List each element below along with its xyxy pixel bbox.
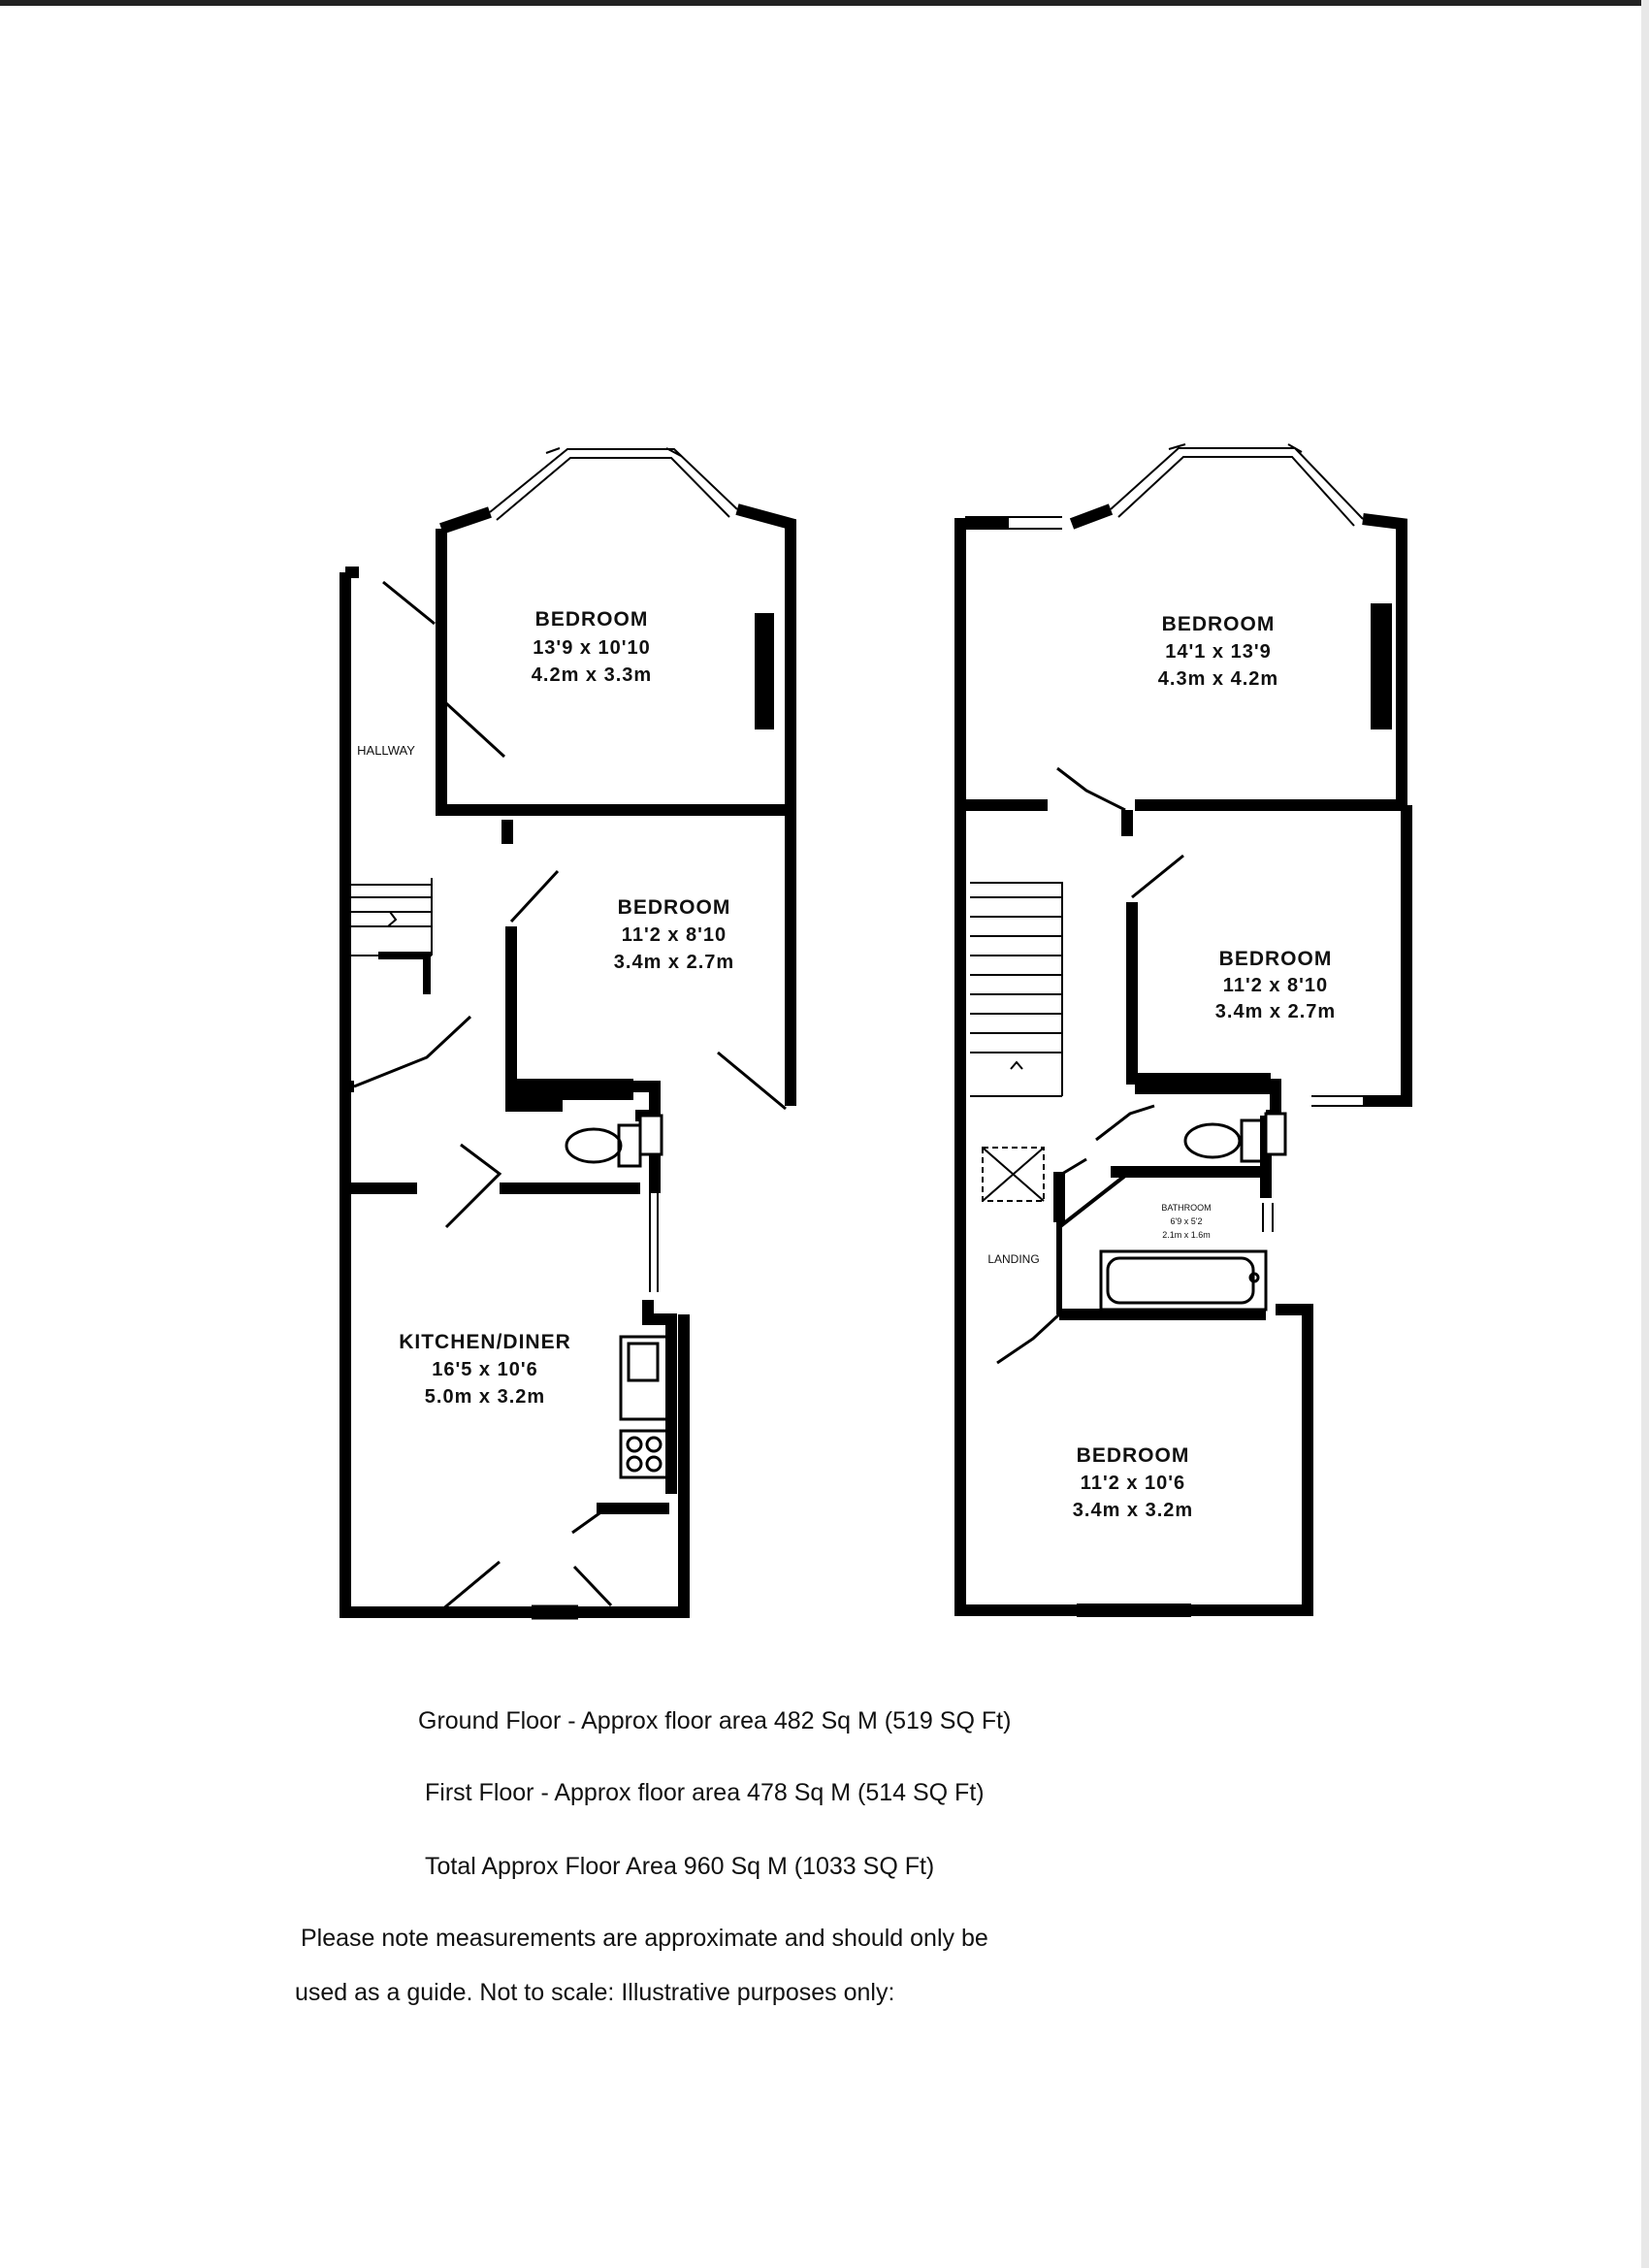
loft-hatch-icon [983, 1148, 1044, 1201]
first-floor-plan [960, 444, 1406, 1616]
kitchen-metric: 5.0m x 3.2m [424, 1386, 546, 1408]
bathroom-imperial: 6'9 x 5'2 [1170, 1216, 1203, 1226]
first-middle-bedroom-name: BEDROOM [1218, 948, 1333, 970]
hallway-label: HALLWAY [357, 743, 415, 758]
landing-label: LANDING [987, 1252, 1040, 1266]
kitchen-name: KITCHEN/DINER [399, 1331, 571, 1353]
ground-built-in-cupboard [517, 1079, 633, 1100]
first-front-bedroom-metric: 4.3m x 4.2m [1157, 668, 1279, 690]
ground-front-bedroom-metric: 4.2m x 3.3m [531, 664, 653, 686]
ground-front-bedroom-name: BEDROOM [534, 608, 649, 631]
kitchen-hob-icon [621, 1431, 667, 1477]
ground-chimney-breast [755, 613, 774, 729]
first-front-bedroom-name: BEDROOM [1161, 613, 1276, 635]
first-rear-bedroom-metric: 3.4m x 3.2m [1072, 1500, 1194, 1521]
ground-bay-wall [441, 509, 791, 810]
disclaimer-line-2: used as a guide. Not to scale: Illustrative purposes only: [295, 1979, 895, 2006]
ground-middle-bedroom-name: BEDROOM [617, 896, 731, 919]
first-middle-bedroom-metric: 3.4m x 2.7m [1214, 1001, 1337, 1022]
bath-icon [1101, 1251, 1266, 1310]
first-front-bedroom-imperial: 14'1 x 13'9 [1165, 641, 1272, 663]
first-chimney-breast [1371, 603, 1392, 729]
ground-floor-area-note: Ground Floor - Approx floor area 482 Sq M (519 SQ Ft) [418, 1707, 1012, 1734]
total-floor-area-note: Total Approx Floor Area 960 Sq M (1033 SQ Ft) [425, 1853, 935, 1880]
kitchen-imperial: 16'5 x 10'6 [432, 1359, 538, 1380]
ground-wc-icon [566, 1116, 662, 1166]
ground-staircase [347, 878, 432, 956]
ground-front-bedroom-imperial: 13'9 x 10'10 [533, 637, 651, 659]
ground-middle-bedroom-metric: 3.4m x 2.7m [613, 952, 735, 973]
first-rear-bedroom-name: BEDROOM [1076, 1444, 1190, 1467]
first-rear-bedroom-imperial: 11'2 x 10'6 [1080, 1473, 1186, 1494]
first-floor-area-note: First Floor - Approx floor area 478 Sq M (514 SQ Ft) [425, 1779, 985, 1806]
ground-side-window [650, 1193, 658, 1292]
ground-middle-bedroom-imperial: 11'2 x 8'10 [621, 924, 728, 946]
bathroom-metric: 2.1m x 1.6m [1162, 1230, 1211, 1240]
bathroom-name: BATHROOM [1161, 1203, 1212, 1213]
first-staircase [970, 883, 1062, 1096]
first-built-in-cupboard [1135, 1075, 1271, 1094]
ground-floor-plan [345, 448, 791, 1618]
first-wc-icon [1185, 1114, 1285, 1161]
disclaimer-line-1: Please note measurements are approximate and should only be [301, 1925, 988, 1952]
first-middle-bedroom-imperial: 11'2 x 8'10 [1222, 975, 1329, 996]
